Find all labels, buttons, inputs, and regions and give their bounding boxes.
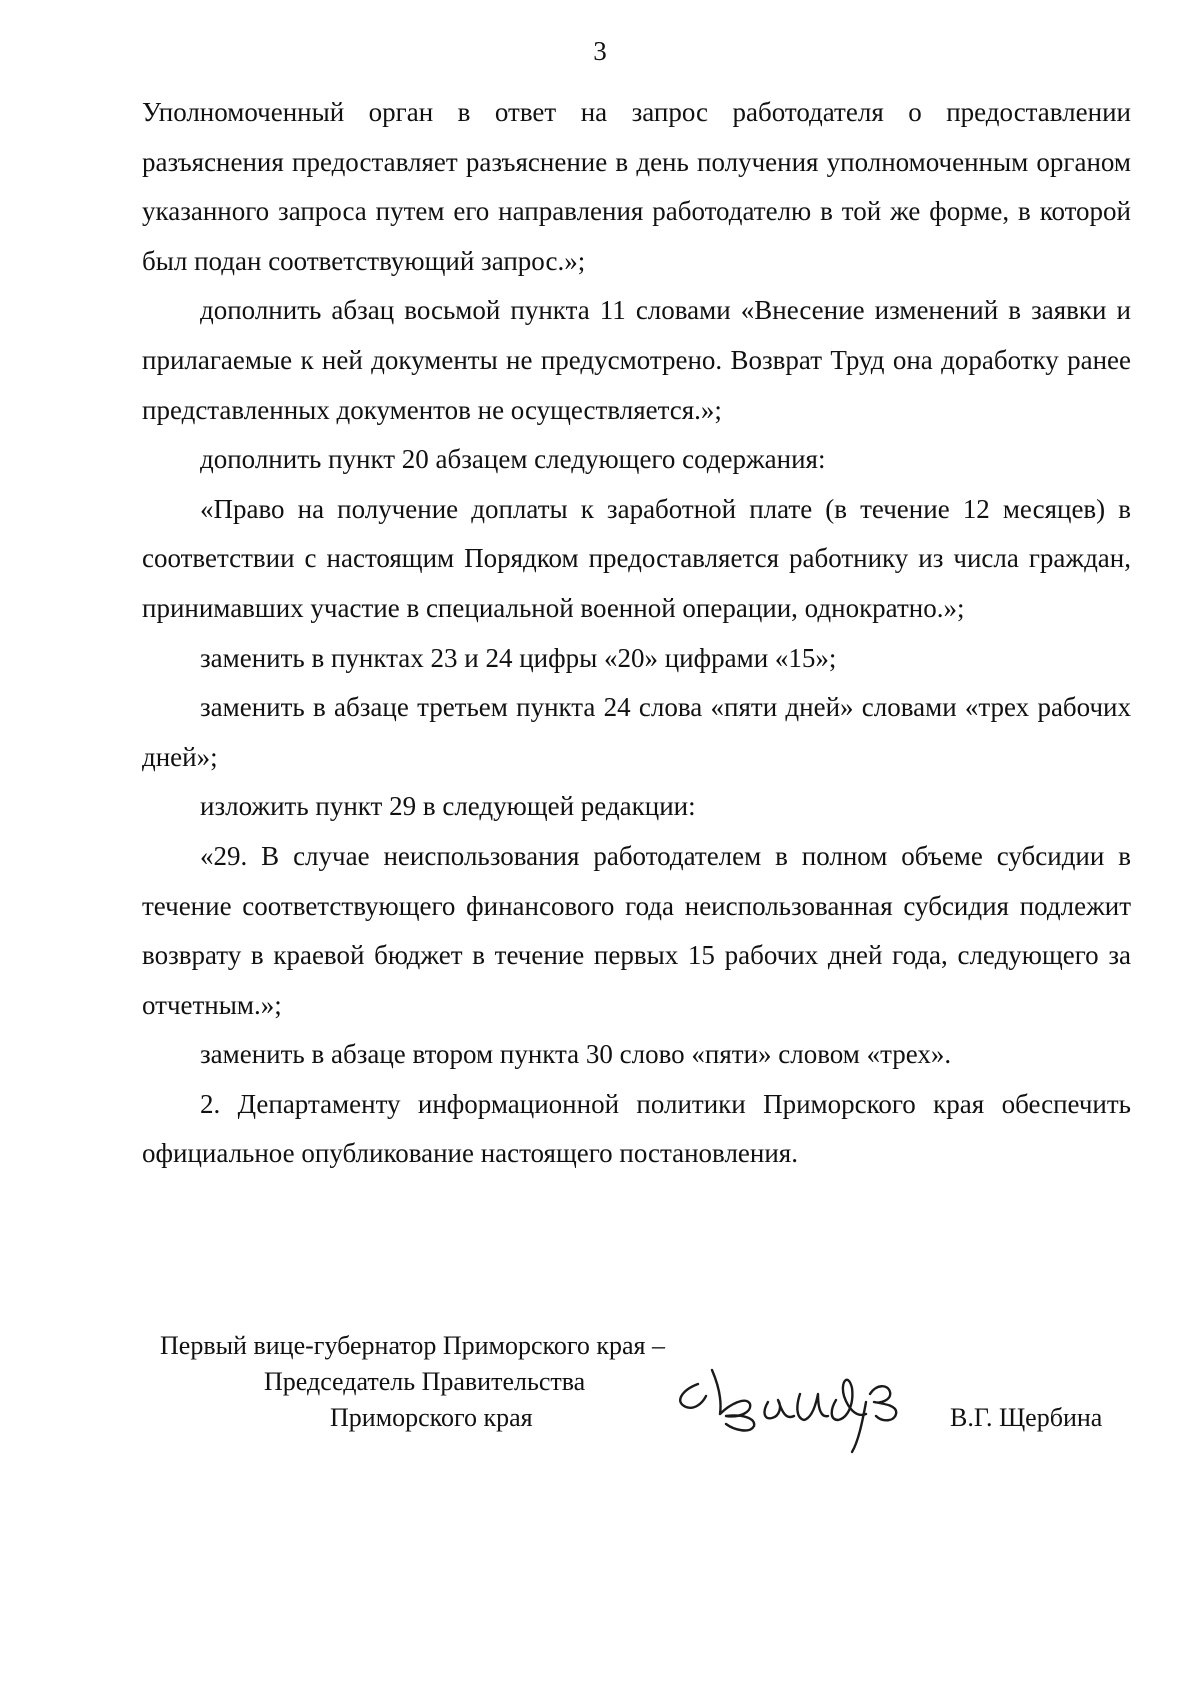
signature-stroke xyxy=(712,1370,754,1430)
paragraph: «Право на получение доплаты к заработной плате (в течение 12 месяцев) в соответствии с настоящим Порядком предоставляется работнику из числа граждан, принимавших участие в специальной военной операции, однократно.»; xyxy=(142,493,1131,623)
signatory-position-line: Приморского края xyxy=(330,1403,533,1432)
signatory-position-line: Председатель Правительства xyxy=(264,1367,586,1396)
page-number: 3 xyxy=(593,36,607,66)
paragraph: 2. Департаменту информационной политики Приморского края обеспечить официальное опубликование настоящего постановления. xyxy=(142,1088,1131,1169)
signature-block xyxy=(160,1328,1140,1468)
signature-stroke xyxy=(680,1384,706,1408)
signatory-position-line: Первый вице-губернатор Приморского края – xyxy=(160,1331,665,1360)
signature-icon xyxy=(660,1344,940,1456)
signature-stroke xyxy=(832,1380,866,1420)
paragraph: изложить пункт 29 в следующей редакции: xyxy=(200,791,696,822)
paragraph: «29. В случае неиспользования работодателем в полном объеме субсидии в течение соответствующего финансового года неиспользованная субсидия подлежит возврату в краевой бюджет в течение первых 15 рабочих дней года, следующего за отчетным.»; xyxy=(142,840,1131,1020)
signature-stroke xyxy=(765,1400,794,1418)
signatory-name: В.Г. Щербина xyxy=(950,1403,1103,1432)
paragraph: дополнить абзац восьмой пункта 11 словами «Внесение изменений в заявки и прилагаемые к ней документы не предусмотрено. Возврат Труд она доработку ранее представленных документов не осуществляется.»; xyxy=(142,295,1131,425)
document-body xyxy=(142,88,1131,1179)
paragraph: заменить в пунктах 23 и 24 цифры «20» цифрами «15»; xyxy=(200,642,837,673)
paragraph: заменить в абзаце третьем пункта 24 слова «пяти дней» словами «трех рабочих дней»; xyxy=(142,692,1131,772)
paragraph: дополнить пункт 20 абзацем следующего содержания: xyxy=(200,444,826,475)
signature-stroke xyxy=(852,1402,866,1452)
signature-stroke xyxy=(870,1386,896,1420)
paragraph: Уполномоченный орган в ответ на запрос работодателя о предоставлении разъяснения предоставляет разъяснение в день получения уполномоченным органом указанного запроса путем его направления работодателю в той же форме, в которой был подан соответствующий запрос.»; xyxy=(142,97,1131,276)
signature-stroke xyxy=(797,1394,828,1420)
paragraph: заменить в абзаце втором пункта 30 слово «пяти» словом «трех». xyxy=(200,1039,952,1070)
